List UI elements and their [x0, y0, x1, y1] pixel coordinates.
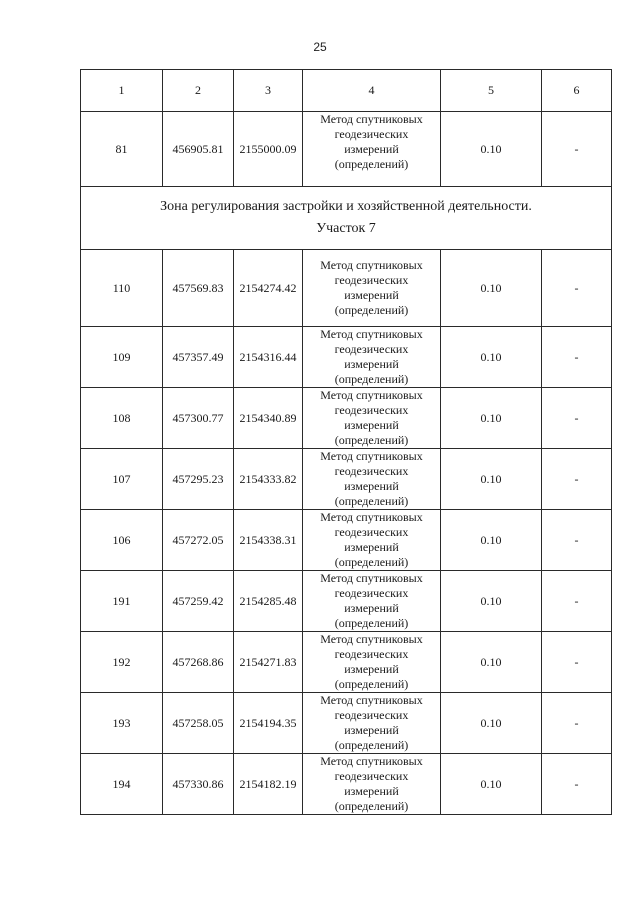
- header-cell-3: 3: [234, 70, 303, 112]
- point-id-cell: 109: [81, 327, 163, 388]
- point-id-cell: 193: [81, 693, 163, 754]
- accuracy-cell: 0.10: [441, 571, 542, 632]
- method-line: Метод спутниковых: [320, 258, 423, 272]
- coord-y-cell: 2154271.83: [234, 632, 303, 693]
- table-row: [81, 112, 612, 187]
- method-cell: [303, 693, 441, 754]
- point-id-cell: 191: [81, 571, 163, 632]
- method-line: геодезических: [334, 586, 409, 600]
- coord-x-cell: 456905.81: [163, 112, 234, 187]
- point-id-cell: 194: [81, 754, 163, 815]
- method-line: (определений): [334, 738, 409, 752]
- section-title: [81, 187, 612, 250]
- method-cell: [303, 388, 441, 449]
- method-line: измерений: [344, 723, 399, 737]
- accuracy-cell: 0.10: [441, 388, 542, 449]
- point-id-cell: 108: [81, 388, 163, 449]
- accuracy-cell: 0.10: [441, 754, 542, 815]
- header-cell-5: 5: [441, 70, 542, 112]
- method-line: Метод спутниковых: [320, 388, 423, 402]
- accuracy-cell: 0.10: [441, 112, 542, 187]
- table-row: [81, 250, 612, 327]
- coord-y-cell: 2155000.09: [234, 112, 303, 187]
- coord-x-cell: 457295.23: [163, 449, 234, 510]
- accuracy-cell: 0.10: [441, 632, 542, 693]
- method-cell: [303, 449, 441, 510]
- method-cell: [303, 510, 441, 571]
- accuracy-cell: 0.10: [441, 327, 542, 388]
- note-cell: -: [542, 571, 612, 632]
- method-line: измерений: [344, 357, 399, 371]
- method-line: Метод спутниковых: [320, 510, 423, 524]
- method-line: Метод спутниковых: [320, 693, 423, 707]
- method-cell: [303, 112, 441, 187]
- header-cell-6: 6: [542, 70, 612, 112]
- point-id-cell: 107: [81, 449, 163, 510]
- method-line: (определений): [334, 555, 409, 569]
- section-title-line-1: Зона регулирования застройки и хозяйственной деятельности.: [160, 199, 532, 214]
- method-line: (определений): [334, 616, 409, 630]
- point-id-cell: 106: [81, 510, 163, 571]
- point-id-cell: 110: [81, 250, 163, 327]
- coord-y-cell: 2154333.82: [234, 449, 303, 510]
- method-line: Метод спутниковых: [320, 632, 423, 646]
- header-cell-1: 1: [81, 70, 163, 112]
- method-cell: [303, 250, 441, 327]
- table-row: [81, 571, 612, 632]
- coord-y-cell: 2154182.19: [234, 754, 303, 815]
- note-cell: -: [542, 510, 612, 571]
- method-line: геодезических: [334, 403, 409, 417]
- coord-x-cell: 457357.49: [163, 327, 234, 388]
- method-line: Метод спутниковых: [320, 112, 423, 126]
- coordinates-table: [80, 69, 612, 815]
- table-body: [81, 70, 612, 815]
- accuracy-cell: 0.10: [441, 510, 542, 571]
- method-line: (определений): [334, 494, 409, 508]
- method-line: геодезических: [334, 127, 409, 141]
- coord-x-cell: 457259.42: [163, 571, 234, 632]
- method-line: измерений: [344, 662, 399, 676]
- method-cell: [303, 632, 441, 693]
- method-line: измерений: [344, 479, 399, 493]
- coord-y-cell: 2154316.44: [234, 327, 303, 388]
- method-line: (определений): [334, 677, 409, 691]
- coord-x-cell: 457258.05: [163, 693, 234, 754]
- method-line: Метод спутниковых: [320, 571, 423, 585]
- table-row: [81, 693, 612, 754]
- coord-y-cell: 2154338.31: [234, 510, 303, 571]
- method-line: геодезических: [334, 273, 409, 287]
- method-cell: [303, 571, 441, 632]
- note-cell: -: [542, 388, 612, 449]
- header-cell-4: 4: [303, 70, 441, 112]
- coord-x-cell: 457300.77: [163, 388, 234, 449]
- coord-x-cell: 457330.86: [163, 754, 234, 815]
- method-line: измерений: [344, 142, 399, 156]
- note-cell: -: [542, 327, 612, 388]
- accuracy-cell: 0.10: [441, 693, 542, 754]
- page-number: 25: [313, 40, 327, 54]
- table-row: [81, 510, 612, 571]
- coord-y-cell: 2154194.35: [234, 693, 303, 754]
- coord-x-cell: 457272.05: [163, 510, 234, 571]
- method-cell: [303, 754, 441, 815]
- note-cell: -: [542, 754, 612, 815]
- coord-x-cell: 457268.86: [163, 632, 234, 693]
- table-row: [81, 327, 612, 388]
- method-line: (определений): [334, 372, 409, 386]
- note-cell: -: [542, 250, 612, 327]
- point-id-cell: 81: [81, 112, 163, 187]
- method-line: Метод спутниковых: [320, 754, 423, 768]
- table-row: [81, 754, 612, 815]
- method-line: Метод спутниковых: [320, 327, 423, 341]
- table-header-row: [81, 70, 612, 112]
- note-cell: -: [542, 449, 612, 510]
- method-line: (определений): [334, 433, 409, 447]
- method-line: геодезических: [334, 525, 409, 539]
- method-line: измерений: [344, 601, 399, 615]
- coord-y-cell: 2154285.48: [234, 571, 303, 632]
- method-line: геодезических: [334, 769, 409, 783]
- method-line: геодезических: [334, 342, 409, 356]
- header-cell-2: 2: [163, 70, 234, 112]
- section-title-line-2: Участок 7: [316, 221, 376, 236]
- table-row: [81, 449, 612, 510]
- accuracy-cell: 0.10: [441, 449, 542, 510]
- note-cell: -: [542, 112, 612, 187]
- coord-y-cell: 2154274.42: [234, 250, 303, 327]
- method-line: измерений: [344, 784, 399, 798]
- method-line: геодезических: [334, 464, 409, 478]
- method-line: геодезических: [334, 708, 409, 722]
- method-line: измерений: [344, 288, 399, 302]
- table-row: [81, 388, 612, 449]
- coord-x-cell: 457569.83: [163, 250, 234, 327]
- note-cell: -: [542, 693, 612, 754]
- method-line: геодезических: [334, 647, 409, 661]
- method-line: (определений): [334, 157, 409, 171]
- coord-y-cell: 2154340.89: [234, 388, 303, 449]
- method-line: (определений): [334, 303, 409, 317]
- point-id-cell: 192: [81, 632, 163, 693]
- section-header-row: [81, 187, 612, 250]
- accuracy-cell: 0.10: [441, 250, 542, 327]
- method-line: Метод спутниковых: [320, 449, 423, 463]
- table-row: [81, 632, 612, 693]
- method-line: (определений): [334, 799, 409, 813]
- note-cell: -: [542, 632, 612, 693]
- method-cell: [303, 327, 441, 388]
- method-line: измерений: [344, 540, 399, 554]
- method-line: измерений: [344, 418, 399, 432]
